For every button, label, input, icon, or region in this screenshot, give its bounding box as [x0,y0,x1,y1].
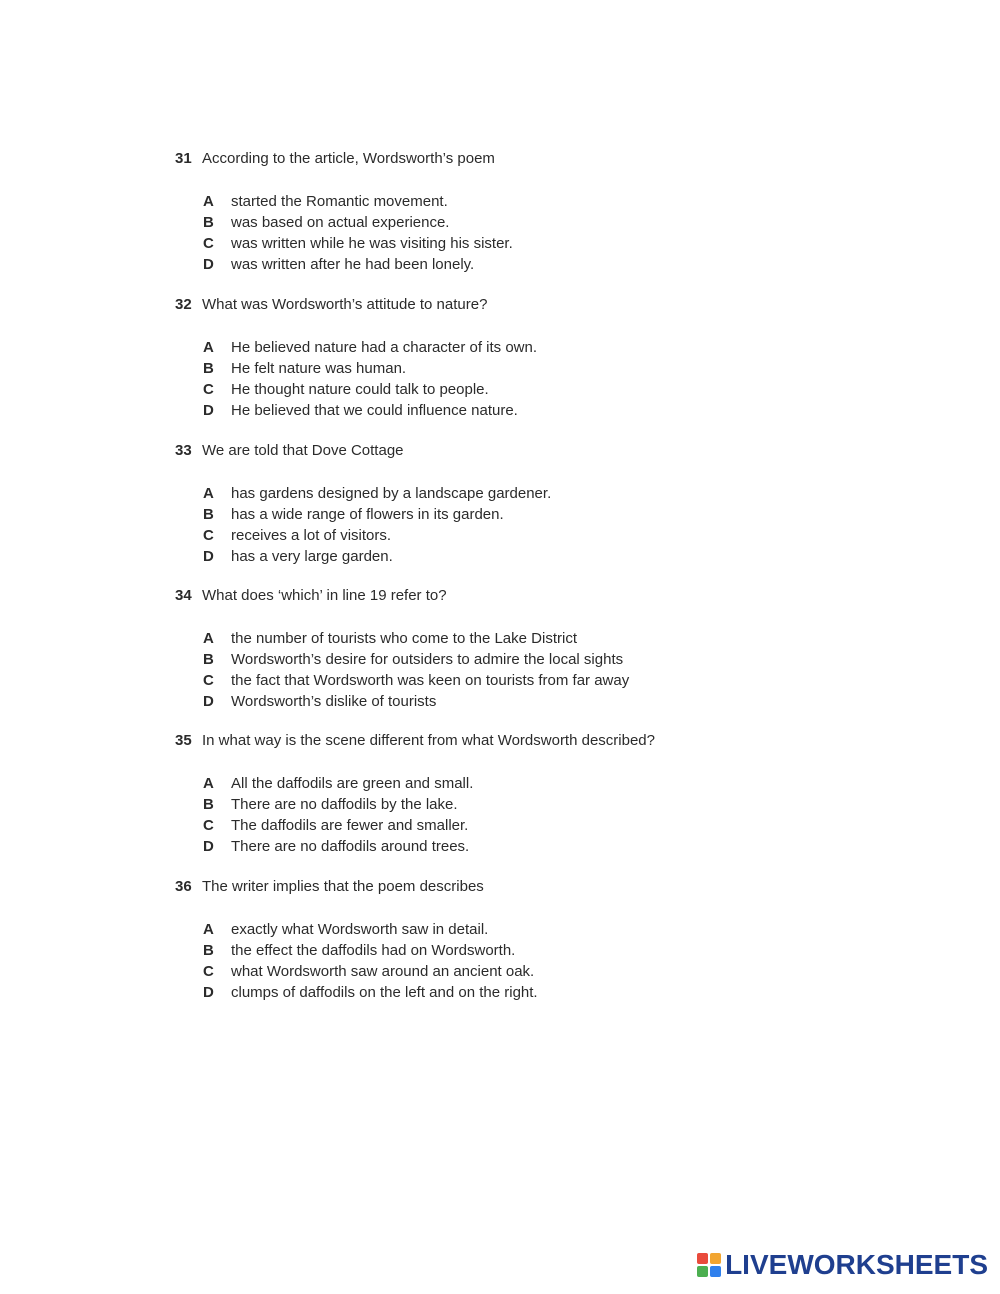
option-b [175,794,875,815]
logo-square-blue [710,1266,721,1277]
option-a [175,773,875,794]
option-text: Wordsworth’s desire for outsiders to admire the local sights [231,651,624,668]
question-text: In what way is the scene different from what Wordsworth described? [202,732,655,749]
question-stem [175,878,875,896]
option-letter: D [203,402,214,419]
option-text: started the Romantic movement. [231,193,448,210]
option-a [175,191,875,212]
option-d [175,400,875,421]
option-a [175,628,875,649]
logo-square-red [697,1253,708,1264]
options-list [175,919,875,1003]
option-d [175,982,875,1003]
option-c [175,233,875,254]
options-list [175,337,875,421]
option-letter: A [203,193,214,210]
question-stem [175,296,875,314]
option-letter: B [203,796,214,813]
question-text: What was Wordsworth’s attitude to nature? [202,296,488,313]
option-c [175,815,875,836]
option-text: There are no daffodils by the lake. [231,796,458,813]
option-text: the effect the daffodils had on Wordsworth. [231,942,516,959]
question-stem [175,587,875,605]
option-c [175,379,875,400]
option-letter: D [203,984,214,1001]
question-stem [175,442,875,460]
options-list [175,628,875,712]
option-letter: A [203,485,214,502]
question-number: 33 [175,442,192,459]
question-33 [175,442,875,567]
question-36 [175,878,875,1003]
logo-text: LIVEWORKSHEETS [725,1249,988,1280]
option-text: clumps of daffodils on the left and on the right. [231,984,538,1001]
option-text: the number of tourists who come to the Lake District [231,630,577,647]
options-list [175,773,875,857]
option-b [175,212,875,233]
option-letter: C [203,381,214,398]
option-c [175,670,875,691]
question-31 [175,150,875,275]
option-text: has a wide range of flowers in its garden. [231,506,504,523]
question-32 [175,296,875,421]
logo-icon [697,1253,721,1277]
question-number: 31 [175,150,192,167]
logo-square-green [697,1266,708,1277]
option-text: The daffodils are fewer and smaller. [231,817,469,834]
option-letter: C [203,817,214,834]
option-c [175,961,875,982]
option-text: was based on actual experience. [231,214,450,231]
option-letter: D [203,256,214,273]
question-number: 35 [175,732,192,749]
liveworksheets-logo [697,1250,988,1280]
option-text: has a very large garden. [231,548,393,565]
question-stem [175,150,875,168]
options-list [175,483,875,567]
question-text: What does ‘which’ in line 19 refer to? [202,587,447,604]
option-letter: D [203,838,214,855]
question-number: 36 [175,878,192,895]
option-text: He thought nature could talk to people. [231,381,489,398]
option-d [175,691,875,712]
option-a [175,483,875,504]
option-letter: A [203,921,214,938]
option-text: was written after he had been lonely. [231,256,475,273]
option-a [175,337,875,358]
option-text: exactly what Wordsworth saw in detail. [231,921,489,938]
option-letter: A [203,339,214,356]
option-letter: C [203,672,214,689]
question-number: 32 [175,296,192,313]
option-letter: B [203,360,214,377]
option-letter: D [203,693,214,710]
question-text: The writer implies that the poem describes [202,878,484,895]
option-a [175,919,875,940]
option-text: He believed that we could influence nature. [231,402,518,419]
option-letter: C [203,963,214,980]
option-letter: D [203,548,214,565]
option-b [175,358,875,379]
question-number: 34 [175,587,192,604]
option-b [175,940,875,961]
option-text: what Wordsworth saw around an ancient oak. [231,963,535,980]
option-text: All the daffodils are green and small. [231,775,474,792]
option-letter: A [203,775,214,792]
option-text: He felt nature was human. [231,360,407,377]
option-text: Wordsworth’s dislike of tourists [231,693,437,710]
option-d [175,254,875,275]
question-text: We are told that Dove Cottage [202,442,404,459]
option-b [175,504,875,525]
question-35 [175,732,875,857]
question-text: According to the article, Wordsworth’s poem [202,150,495,167]
option-letter: C [203,235,214,252]
option-text: There are no daffodils around trees. [231,838,470,855]
option-letter: B [203,942,214,959]
option-letter: C [203,527,214,544]
option-c [175,525,875,546]
options-list [175,191,875,275]
option-letter: B [203,651,214,668]
option-letter: B [203,214,214,231]
option-letter: A [203,630,214,647]
option-d [175,836,875,857]
option-text: He believed nature had a character of its own. [231,339,538,356]
option-text: was written while he was visiting his sister. [231,235,513,252]
option-b [175,649,875,670]
question-stem [175,732,875,750]
logo-square-orange [710,1253,721,1264]
option-d [175,546,875,567]
option-text: receives a lot of visitors. [231,527,392,544]
option-text: the fact that Wordsworth was keen on tourists from far away [231,672,630,689]
question-34 [175,587,875,712]
option-text: has gardens designed by a landscape gardener. [231,485,552,502]
option-letter: B [203,506,214,523]
